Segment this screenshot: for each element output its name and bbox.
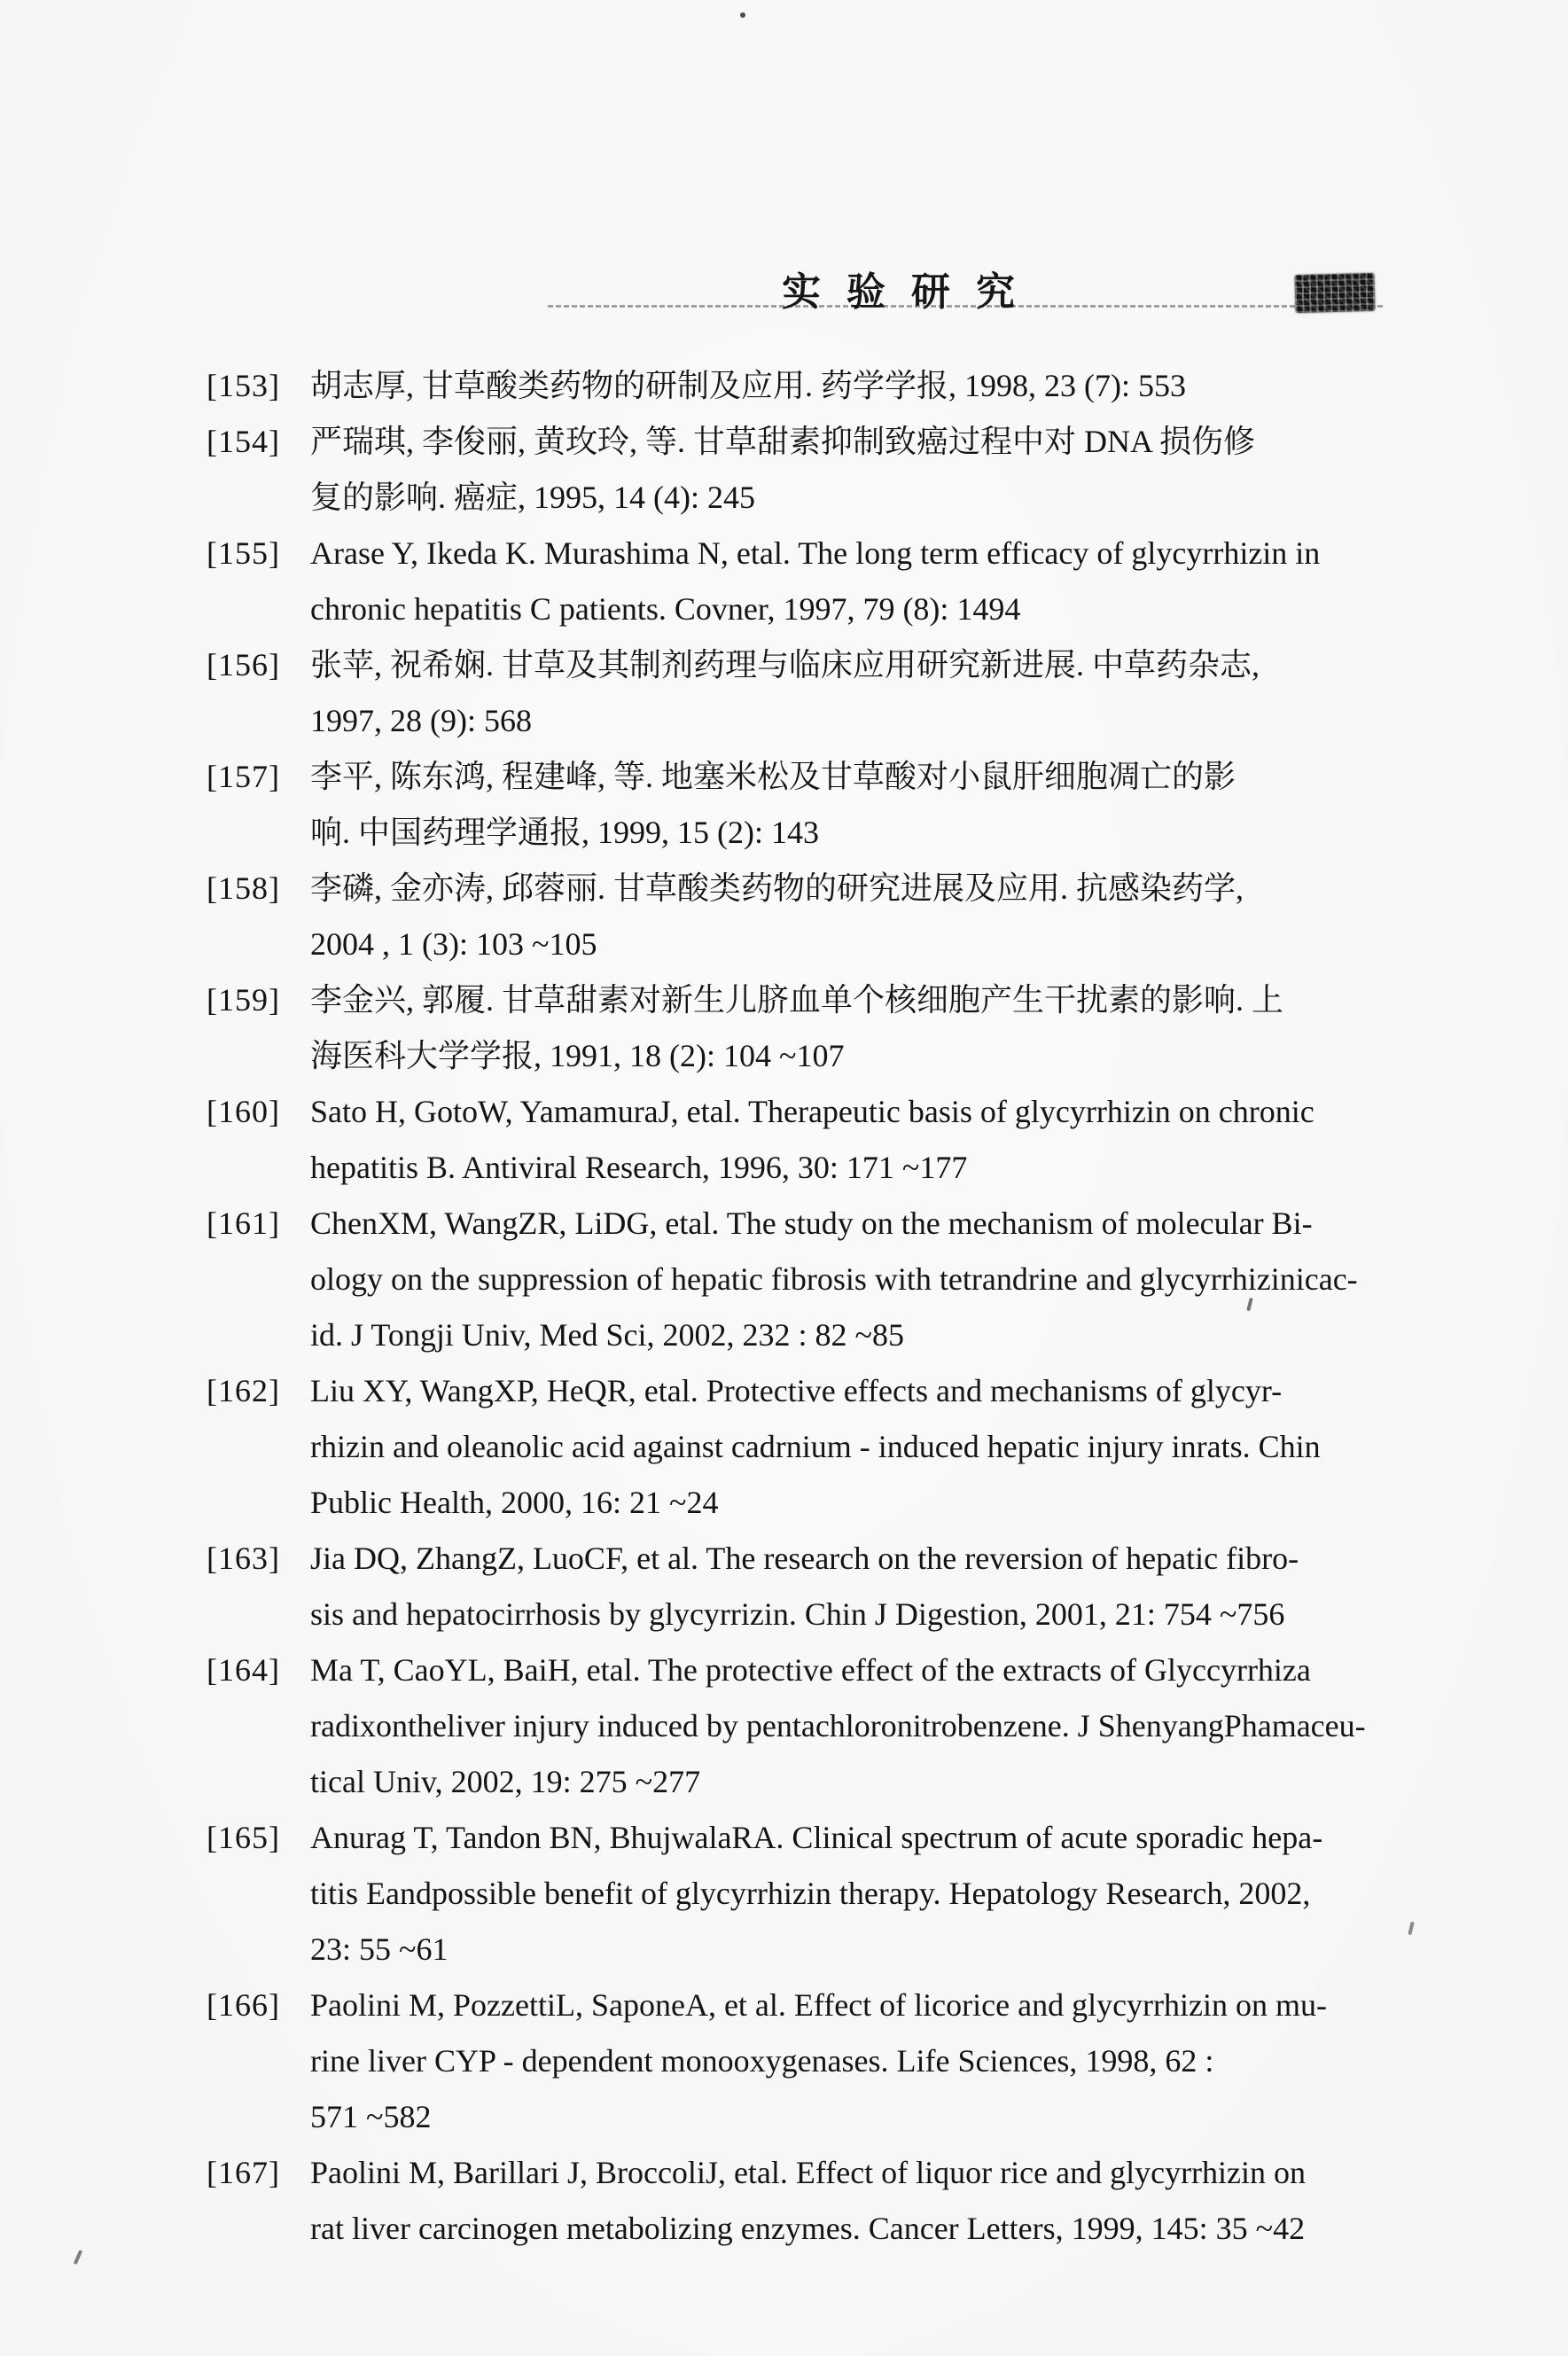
reference-line: Jia DQ, ZhangZ, LuoCF, et al. The research on the reversion of hepatic fibro- <box>310 1541 1299 1576</box>
reference-line: rat liver carcinogen metabolizing enzymes. Cancer Letters, 1999, 145: 35 ~42 <box>310 2211 1306 2246</box>
reference-list <box>207 358 1391 2257</box>
reference-body <box>310 1978 1391 2145</box>
reference-label: [158] <box>207 870 280 906</box>
reference-body <box>310 358 1391 414</box>
reference-item <box>207 1810 1391 1978</box>
scan-speck-right-2 <box>1408 1922 1415 1936</box>
reference-line: 李金兴, 郭履. 甘草甜素对新生儿脐血单个核细胞产生干扰素的影响. 上 <box>310 982 1284 1018</box>
reference-body <box>310 414 1391 526</box>
reference-body <box>310 1642 1391 1810</box>
reference-item <box>207 861 1391 972</box>
reference-body <box>310 637 1391 749</box>
reference-item <box>207 637 1391 749</box>
reference-line: ChenXM, WangZR, LiDG, etal. The study on the mechanism of molecular Bi- <box>310 1205 1313 1241</box>
reference-line: 严瑞琪, 李俊丽, 黄玫玲, 等. 甘草甜素抑制致癌过程中对 DNA 损伤修 <box>310 424 1256 459</box>
reference-line: Arase Y, Ikeda K. Murashima N, etal. The long term efficacy of glycyrrhizin in <box>310 535 1321 571</box>
reference-body <box>310 2145 1391 2257</box>
reference-label: [161] <box>207 1205 280 1241</box>
reference-label: [156] <box>207 647 280 683</box>
reference-body <box>310 861 1391 972</box>
reference-line: Paolini M, Barillari J, BroccoliJ, etal. Effect of liquor rice and glycyrrhizin on <box>310 2155 1307 2190</box>
reference-line: hepatitis B. Antiviral Research, 1996, 30: 171 ~177 <box>310 1150 968 1185</box>
reference-body <box>310 1531 1391 1642</box>
reference-line: 李磷, 金亦涛, 邱蓉丽. 甘草酸类药物的研究进展及应用. 抗感染药学, <box>310 870 1244 906</box>
reference-label: [155] <box>207 535 280 571</box>
reference-line: 李平, 陈东鸿, 程建峰, 等. 地塞米松及甘草酸对小鼠肝细胞凋亡的影 <box>310 759 1236 794</box>
reference-line: Liu XY, WangXP, HeQR, etal. Protective effects and mechanisms of glycyr- <box>310 1373 1283 1408</box>
reference-line: Paolini M, PozzettiL, SaponeA, et al. Effect of licorice and glycyrrhizin on mu- <box>310 1987 1328 2023</box>
reference-label: [165] <box>207 1820 280 1855</box>
reference-body <box>310 972 1391 1084</box>
reference-item <box>207 358 1391 414</box>
reference-item <box>207 749 1391 861</box>
reference-body <box>310 1363 1391 1531</box>
reference-label: [166] <box>207 1987 280 2023</box>
reference-line: ology on the suppression of hepatic fibrosis with tetrandrine and glycyrrhizinicac- <box>310 1261 1358 1297</box>
reference-label: [157] <box>207 759 280 794</box>
reference-item <box>207 526 1391 637</box>
page-header-title: 实 验 研 究 <box>782 270 1023 314</box>
reference-line: 张苹, 祝希娴. 甘草及其制剂药理与临床应用研究新进展. 中草药杂志, <box>310 647 1260 683</box>
reference-line: tical Univ, 2002, 19: 275 ~277 <box>310 1764 701 1799</box>
reference-label: [167] <box>207 2155 280 2190</box>
reference-label: [162] <box>207 1373 280 1408</box>
reference-item <box>207 1642 1391 1810</box>
reference-line: rine liver CYP - dependent monooxygenases. Life Sciences, 1998, 62 : <box>310 2043 1214 2079</box>
reference-body <box>310 526 1391 637</box>
reference-line: 571 ~582 <box>310 2099 432 2134</box>
reference-line: 复的影响. 癌症, 1995, 14 (4): 245 <box>310 480 755 515</box>
scan-speck-bottom-left <box>74 2250 83 2265</box>
reference-line: chronic hepatitis C patients. Covner, 1997, 79 (8): 1494 <box>310 591 1021 627</box>
reference-line: Anurag T, Tandon BN, BhujwalaRA. Clinical spectrum of acute sporadic hepa- <box>310 1820 1323 1855</box>
reference-label: [164] <box>207 1652 280 1688</box>
reference-line: sis and hepatocirrhosis by glycyrrizin. Chin J Digestion, 2001, 21: 754 ~756 <box>310 1596 1285 1632</box>
reference-line: 胡志厚, 甘草酸类药物的研制及应用. 药学学报, 1998, 23 (7): 553 <box>310 368 1186 403</box>
reference-line: Public Health, 2000, 16: 21 ~24 <box>310 1485 719 1520</box>
scan-speck-top <box>740 12 745 18</box>
reference-body <box>310 1196 1391 1363</box>
reference-item <box>207 1084 1391 1196</box>
reference-line: Ma T, CaoYL, BaiH, etal. The protective effect of the extracts of Glyccyrrhiza <box>310 1652 1311 1688</box>
reference-line: Sato H, GotoW, YamamuraJ, etal. Therapeutic basis of glycyrrhizin on chronic <box>310 1094 1314 1129</box>
reference-line: 2004 , 1 (3): 103 ~105 <box>310 926 597 962</box>
reference-label: [160] <box>207 1094 280 1129</box>
reference-line: 23: 55 ~61 <box>310 1931 449 1967</box>
reference-item <box>207 972 1391 1084</box>
reference-line: radixontheliver injury induced by pentachloronitrobenzene. J ShenyangPhamaceu- <box>310 1708 1366 1744</box>
reference-body <box>310 1084 1391 1196</box>
reference-label: [153] <box>207 368 280 403</box>
reference-label: [154] <box>207 424 280 459</box>
reference-line: id. J Tongji Univ, Med Sci, 2002, 232 : 82 ~85 <box>310 1317 904 1353</box>
reference-line: rhizin and oleanolic acid against cadrnium - induced hepatic injury inrats. Chin <box>310 1429 1321 1464</box>
reference-label: [159] <box>207 982 280 1018</box>
reference-body <box>310 1810 1391 1978</box>
reference-label: [163] <box>207 1541 280 1576</box>
reference-body <box>310 749 1391 861</box>
reference-item <box>207 2145 1391 2257</box>
reference-line: 响. 中国药理学通报, 1999, 15 (2): 143 <box>310 815 819 850</box>
reference-item <box>207 1978 1391 2145</box>
ink-smudge-artifact <box>1294 273 1375 313</box>
reference-line: titis Eandpossible benefit of glycyrrhizin therapy. Hepatology Research, 2002, <box>310 1876 1311 1911</box>
reference-item <box>207 414 1391 526</box>
reference-item <box>207 1196 1391 1363</box>
reference-item <box>207 1363 1391 1531</box>
reference-line: 海医科大学学报, 1991, 18 (2): 104 ~107 <box>310 1038 845 1073</box>
reference-item <box>207 1531 1391 1642</box>
reference-line: 1997, 28 (9): 568 <box>310 703 532 738</box>
